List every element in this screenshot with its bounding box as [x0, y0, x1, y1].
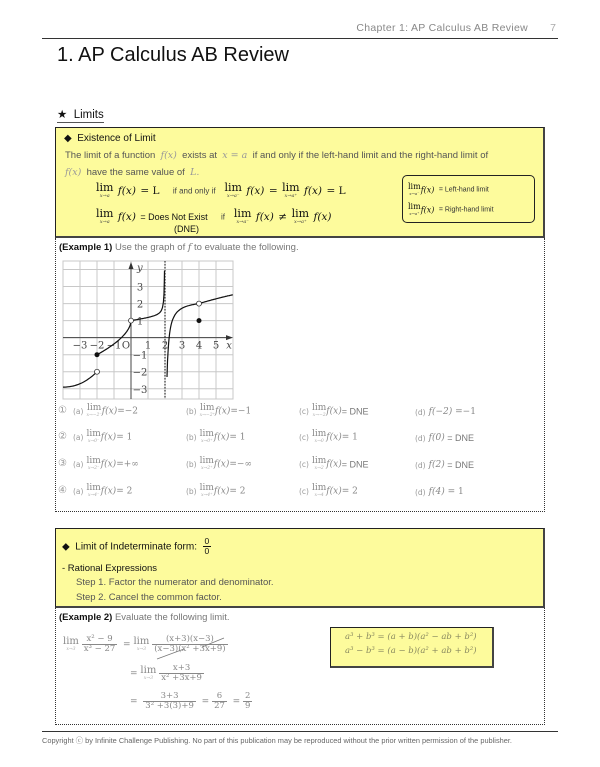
- x-tick-label: O: [121, 340, 131, 352]
- iff-text: if and only if: [172, 186, 216, 196]
- one-sided-limit-legend: [402, 175, 535, 223]
- step-2: Step 2. Cancel the common factor.: [76, 592, 222, 603]
- x-tick-label: 5: [212, 340, 220, 352]
- answer-value: =−2: [117, 406, 139, 417]
- math-fx: f(x): [313, 210, 332, 223]
- function-value: f(2): [428, 460, 445, 470]
- lim-text: lim: [200, 403, 215, 413]
- lim-text: lim: [86, 456, 101, 466]
- x-tick-label: 2: [161, 340, 169, 352]
- open-point: [95, 369, 100, 374]
- star-icon: ★: [57, 109, 68, 121]
- answer-c: [299, 430, 358, 445]
- math-fx: f(x): [326, 459, 342, 470]
- part-label: (d): [415, 460, 426, 470]
- part-label: (a): [73, 406, 84, 416]
- limit-symbol: [312, 404, 326, 419]
- text: exists at: [182, 150, 218, 161]
- left-limit-symbol: lim x→a⁻: [408, 182, 421, 197]
- part-label: (d): [415, 407, 426, 417]
- math-fx: f(x): [214, 406, 231, 417]
- definition-line-1: [65, 150, 488, 161]
- zero-over-zero: $\frac{0}{0}$: [204, 536, 210, 557]
- limit-symbol: lim x→a: [96, 207, 114, 226]
- math-fx: f(x): [117, 210, 136, 223]
- answer-value: =−∞: [229, 459, 252, 470]
- fraction-cancelled: $\frac{x+3}{\text{x² +3x+9}}$: [161, 663, 202, 684]
- open-point: [129, 318, 134, 323]
- question-number: [58, 431, 67, 442]
- page-number: 7: [550, 22, 556, 34]
- footer-rule: [42, 731, 558, 732]
- diamond-icon: ◆: [64, 133, 72, 144]
- answer-c: [299, 457, 368, 472]
- limit-symbol: lim x→3: [63, 636, 79, 653]
- answer-value: = DNE: [444, 433, 474, 443]
- open-point: [197, 301, 202, 306]
- example-1-prompt: [59, 242, 299, 253]
- left-limit-symbol: lim x→a⁻: [233, 207, 252, 226]
- curve-right-branch: [167, 295, 233, 377]
- sum-of-cubes: a³ + b³ = (a + b)(a² − ab + b²): [345, 632, 477, 642]
- difference-of-cubes: a³ − b³ = (a − b)(a² + ab + b²): [345, 646, 477, 656]
- function-value: f(−2): [428, 407, 453, 417]
- dne-abbrev: (DNE): [174, 224, 199, 234]
- lim-subscript: x→2⁺: [201, 466, 213, 471]
- math-fx: f(x): [326, 486, 342, 497]
- part-label: (b): [186, 459, 197, 469]
- part-label: (a): [73, 432, 84, 442]
- x-tick-label: 4: [195, 340, 203, 352]
- x-axis-label: x: [226, 340, 232, 352]
- part-label: (a): [73, 486, 84, 496]
- lim-text: lim: [199, 429, 214, 439]
- answer-value: = 2: [341, 486, 358, 497]
- fraction-6-27: $\frac{6}{27}$: [214, 691, 225, 712]
- limit-symbol: [86, 484, 100, 499]
- math-f: f: [187, 242, 192, 253]
- question-number: [58, 485, 67, 496]
- lim-text: lim: [199, 456, 214, 466]
- math-fx: f(x): [255, 210, 274, 223]
- prompt-text: Use the graph of: [114, 242, 186, 253]
- math-eq: =: [268, 184, 278, 197]
- lim-text: lim: [311, 483, 327, 493]
- answer-c: [299, 404, 368, 419]
- math-fx: f(x): [100, 432, 117, 443]
- math-L: L.: [190, 167, 200, 178]
- question-number-glyph: ④: [58, 485, 67, 496]
- y-tick-label: −2: [132, 367, 148, 379]
- question-number-glyph: ①: [58, 405, 67, 416]
- function-value: f(4): [428, 487, 445, 497]
- equals: =: [130, 668, 138, 679]
- lim-text: lim: [311, 456, 327, 466]
- y-axis-arrow: [129, 262, 134, 269]
- fraction-substituted: $\frac{3+3}{\text{3² +3(3)+9}}$: [145, 691, 194, 712]
- answer-d: [415, 433, 474, 443]
- section-heading-limits: [57, 107, 104, 123]
- answer-value: = DNE: [341, 406, 369, 417]
- math-neq: ≠: [278, 210, 288, 223]
- y-tick-label: −3: [132, 384, 148, 396]
- y-axis-label: y: [137, 263, 143, 274]
- answer-value: = 2: [116, 486, 133, 497]
- indeterminate-form-box: [55, 528, 545, 608]
- lim-subscript: x→4⁻: [87, 493, 100, 498]
- lim-subscript: x→2: [314, 466, 324, 471]
- lim-subscript: x→0⁻: [87, 439, 100, 444]
- question-number: [58, 458, 67, 469]
- lim-text: lim: [86, 483, 101, 493]
- limit-symbol: [312, 484, 326, 499]
- math-fx: f(x): [246, 184, 265, 197]
- answer-value: = DNE: [341, 459, 369, 470]
- formula-limit-exists: [96, 182, 346, 200]
- math-fx: f(x): [326, 432, 342, 443]
- limit-symbol: [86, 457, 100, 472]
- limit-symbol: lim x→3: [133, 636, 150, 653]
- solution-line-2: [130, 664, 204, 684]
- question-number: [58, 405, 67, 416]
- sub-heading: - Rational Expressions: [62, 563, 158, 574]
- lim-text: lim: [86, 403, 102, 413]
- math-fx: f(x): [101, 406, 118, 417]
- answer-value: = DNE: [444, 460, 474, 470]
- fraction-factored: $\frac{(x+3)(x-3)}{\text{(x−3)(x² +3x+9)}}$: [152, 635, 227, 655]
- lim-text: lim: [311, 429, 327, 439]
- answer-value: = 2: [229, 486, 246, 497]
- answer-b: [186, 430, 246, 445]
- answer-value: = 1: [116, 432, 133, 443]
- equals: =: [232, 696, 241, 707]
- limit-symbol: [86, 430, 100, 445]
- box-heading: [62, 537, 211, 557]
- limit-symbol: [200, 404, 215, 419]
- y-tick-label: 3: [136, 282, 144, 294]
- lim-text: lim: [311, 403, 327, 413]
- lim-subscript: x→−2⁺: [199, 413, 215, 418]
- prompt-text: to evaluate the following.: [194, 242, 299, 253]
- math-fx: f(x): [213, 459, 230, 470]
- math-eq-L: = L: [326, 184, 346, 197]
- function-graph: [62, 260, 234, 400]
- x-tick-label: −1: [106, 340, 122, 352]
- lim-subscript: x→4: [314, 493, 324, 498]
- solution-line-3: [130, 692, 252, 712]
- right-limit-symbol: lim x→a⁺: [291, 207, 310, 226]
- answer-b: [186, 457, 252, 472]
- limit-symbol: [200, 430, 214, 445]
- question-number-glyph: ③: [58, 458, 67, 469]
- equals: =: [201, 696, 210, 707]
- legend-text: = Right-hand limit: [438, 206, 494, 214]
- legend-right-hand: [408, 201, 494, 219]
- if-text: if: [221, 212, 226, 222]
- part-label: (c): [299, 486, 309, 496]
- answer-b: [186, 484, 246, 499]
- formula-limit-dne: [96, 208, 332, 226]
- x-tick-label: −3: [72, 340, 88, 352]
- limit-symbol: lim x→3: [140, 665, 157, 682]
- fraction-answer: $\frac{2}{9}$: [245, 691, 251, 712]
- example-label: (Example 2): [59, 612, 113, 623]
- math-fx: f(x): [100, 486, 117, 497]
- equals: =: [130, 696, 138, 707]
- math-fx: f(x): [304, 184, 323, 197]
- part-label: (c): [299, 432, 309, 442]
- answer-value: = 1: [444, 487, 464, 497]
- part-label: (d): [415, 487, 426, 497]
- function-value: f(0): [428, 433, 445, 443]
- right-limit-symbol: lim x→a⁺: [282, 181, 300, 200]
- x-tick-label: −2: [89, 340, 105, 352]
- answer-d: [415, 487, 464, 497]
- y-tick-label: 1: [136, 316, 144, 328]
- math-fx: f(x): [117, 184, 136, 197]
- y-tick-label: −1: [132, 350, 148, 362]
- math-fx: f(x): [65, 167, 82, 178]
- definition-line-2: [65, 167, 199, 178]
- copyright-notice: Copyright ⓒ by Infinite Challenge Publishing. No part of this publication may be reproduced without the prior written permission of the publisher.: [42, 736, 512, 745]
- legend-text: = Left-hand limit: [438, 186, 489, 194]
- limit-symbol: lim x→a: [96, 181, 114, 200]
- y-tick-label: 2: [136, 299, 144, 311]
- solution-line-1: [63, 635, 228, 655]
- diamond-icon: ◆: [62, 541, 70, 553]
- left-limit-symbol: lim x→a⁻: [224, 181, 242, 200]
- answer-value: = 1: [229, 432, 246, 443]
- lim-subscript: x→4⁺: [201, 493, 213, 498]
- text: The limit of a function: [65, 150, 156, 161]
- answer-value: =+∞: [116, 459, 139, 470]
- math-fx: f(x): [213, 486, 230, 497]
- closed-point: [197, 318, 202, 323]
- math-fx: f(x): [100, 459, 117, 470]
- part-label: (a): [73, 459, 84, 469]
- example-2-prompt: [59, 612, 230, 623]
- answer-a: [73, 457, 139, 472]
- text: have the same value of: [86, 167, 185, 178]
- lim-subscript: x→0: [314, 439, 324, 444]
- answer-value: = 1: [341, 432, 358, 443]
- part-label: (b): [186, 486, 197, 496]
- running-header-chapter: Chapter 1: AP Calculus AB Review: [356, 22, 528, 34]
- answer-d: [415, 460, 474, 470]
- cancel-strikes: [152, 635, 262, 661]
- box-heading: [64, 133, 156, 144]
- answer-value: =−1: [230, 406, 252, 417]
- answer-c: [299, 484, 358, 499]
- heading-text: Existence of Limit: [77, 133, 156, 144]
- step-1: Step 1. Factor the numerator and denominator.: [76, 577, 274, 588]
- legend-left-hand: [408, 181, 489, 199]
- right-limit-symbol: lim x→a⁺: [408, 202, 421, 217]
- answer-a: [73, 484, 132, 499]
- question-number-glyph: ②: [58, 431, 67, 442]
- lim-subscript: x→0⁺: [201, 439, 213, 444]
- limit-symbol: [200, 484, 214, 499]
- equals: =: [123, 639, 131, 650]
- lim-subscript: x→−2⁻: [86, 413, 102, 418]
- heading-text: Limit of Indeterminate form:: [75, 541, 197, 553]
- lim-text: lim: [86, 429, 101, 439]
- lim-subscript: x→2⁻: [87, 466, 100, 471]
- limit-symbol: [312, 457, 326, 472]
- answer-a: [73, 430, 132, 445]
- text: if and only if the left-hand limit and the right-hand limit of: [252, 150, 489, 161]
- limit-symbol: [86, 404, 101, 419]
- limit-symbol: [312, 430, 326, 445]
- closed-point: [95, 352, 100, 357]
- x-tick-label: 3: [178, 340, 186, 352]
- part-label: (b): [186, 406, 197, 416]
- header-rule: [42, 38, 558, 39]
- lim-subscript: x→−2: [312, 413, 326, 418]
- part-label: (c): [299, 406, 309, 416]
- page-title: 1. AP Calculus AB Review: [57, 44, 289, 66]
- math-fx: f(x): [213, 432, 230, 443]
- prompt-text: Evaluate the following limit.: [114, 612, 230, 623]
- math-fx: f(x): [326, 406, 342, 417]
- math-fx: f(x): [160, 150, 177, 161]
- answer-value: =−1: [452, 407, 476, 417]
- answer-a: [73, 404, 138, 419]
- math-fx: f(x): [420, 205, 435, 215]
- limit-symbol: [200, 457, 214, 472]
- cube-identities-box: [330, 627, 494, 668]
- part-label: (b): [186, 432, 197, 442]
- example-label: (Example 1): [59, 242, 113, 253]
- math-x-eq-a: x = a: [222, 150, 248, 161]
- x-axis-arrow: [226, 335, 233, 340]
- lim-text: lim: [199, 483, 214, 493]
- fraction-original: $\frac{\text{x² − 9}}{\text{x³ − 27}}$: [83, 634, 116, 655]
- part-label: (c): [299, 459, 309, 469]
- answer-d: [415, 407, 476, 417]
- section-label: Limits: [73, 109, 104, 121]
- math-eq-L: = L: [140, 184, 160, 197]
- part-label: (d): [415, 433, 426, 443]
- answer-b: [186, 404, 251, 419]
- x-tick-label: 1: [144, 340, 152, 352]
- does-not-exist-text: = Does Not Exist: [140, 211, 208, 222]
- math-fx: f(x): [420, 185, 435, 195]
